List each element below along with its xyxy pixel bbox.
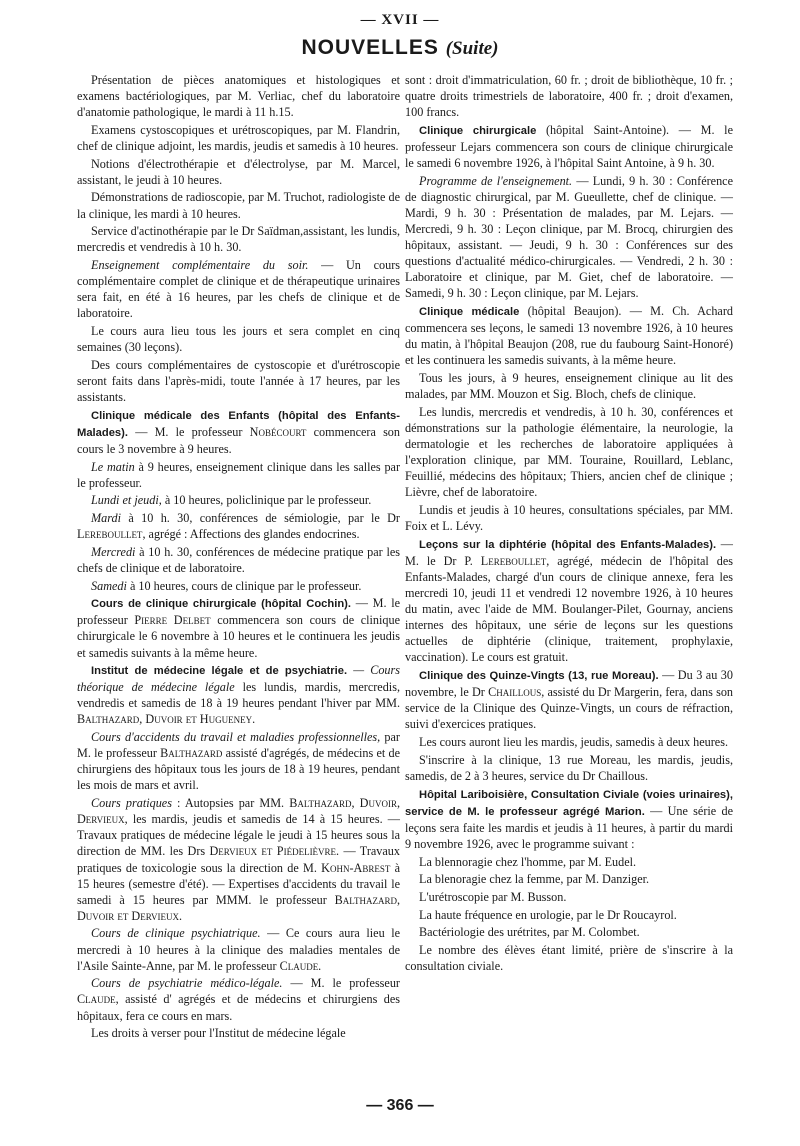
paragraph bbox=[405, 122, 733, 171]
text: commencera son cours le 3 novembre à 9 heures. bbox=[77, 424, 400, 456]
italic-lead: Le matin bbox=[91, 459, 135, 474]
text: les lundis, mardis, mercredis, vendredis et samedis de 18 à 19 heures pendant l'hiver par MM. bbox=[77, 680, 400, 711]
text: à 10 heures, policlinique par le professeur. bbox=[161, 493, 372, 508]
text: — Lundi, 9 h. 30 : Conférence de diagnostic chirurgical, par M. Gueullette, chef de clinique. — Mardi, 9 h. 30 : Présentation de malades, par M. Lejars. — Mercredi, 9 h. 30 : Leçon clinique, par M. Brocq, chirurgien des hôpitaux, assistant. — Jeudi, 9 h. 30 : Conférences sur des questions d'actualité médico-chirurgicales. — Vendredi, 2 h. 30 : Laboratoire et clinique, par M. Giet, chef de laboratoire. — Samedi, 9 h. 30 : Leçon clinique, par M. Lejars. bbox=[405, 173, 733, 301]
paragraph: La blenoragie chez la femme, par M. Danziger. bbox=[419, 872, 650, 887]
running-head: — XVII — bbox=[360, 12, 440, 28]
text: , assisté du Dr Margerin, fera, dans son service de la Clinique des Quinze-Vingts, un cours de réfraction, suivi d'exercices pratiques. bbox=[405, 685, 734, 732]
entry-heading: Clinique des Quinze-Vingts (13, rue Moreau). bbox=[419, 670, 659, 683]
paragraph: Les droits à verser pour l'Institut de médecine légale bbox=[91, 1026, 346, 1041]
paragraph: Notions d'électrothérapie et d'électrolyse, par M. Marcel, assistant, le jeudi à 10 heures. bbox=[77, 156, 400, 187]
entry-heading: Clinique chirurgicale bbox=[419, 124, 537, 137]
text: (hôpital Saint-Antoine). — M. le professeur Lejars commencera son cours de clinique chirurgicale le samedi 6 novembre 1926, à l'hôpital Saint Antoine, à 9 h. 30. bbox=[405, 122, 733, 171]
paragraph: sont : droit d'immatriculation, 60 fr. ; droit de bibliothèque, 10 fr. ; quatre droits trimestriels de laboratoire, 400 fr. ; droit d'examen, 100 francs. bbox=[405, 73, 733, 120]
text: — M. le professeur bbox=[77, 596, 401, 628]
paragraph: Les lundis, mercredis et vendredis, à 10 h. 30, conférences et démonstrations sur la pathologie élémentaire, la neurologie, la dermatologie et les recherches de laboratoire appliquées à l'exploration clinique, par MM. Touraine, Rouillard, Leblanc, Feuillié, médecins des hôpitaux; Thiers, ancien chef de clinique ; Lièvre, chef de laboratoire. bbox=[405, 404, 733, 500]
text: commencera son cours de clinique chirurgicale le 6 novembre à 10 heures et le continuera les jeudis et samedis suivants à la même heure. bbox=[77, 613, 401, 660]
paragraph bbox=[77, 578, 400, 594]
person-name: Chaillous bbox=[488, 685, 542, 700]
paragraph bbox=[77, 662, 400, 727]
italic-lead: Programme de l'enseignement. bbox=[419, 173, 573, 188]
text: assisté d' agrégés et de médecins et chirurgiens des hôpitaux, fera ce cours en mars. bbox=[77, 992, 400, 1023]
paragraph: Le nombre des élèves étant limité, prière de s'inscrire à la consultation civiale. bbox=[405, 942, 733, 974]
text: à 10 h. 30, conférences de sémiologie, par le Dr bbox=[121, 510, 400, 525]
person-name: Balthazard bbox=[160, 746, 223, 761]
left-column bbox=[77, 72, 400, 1043]
paragraph: Bactériologie des urétrites, par M. Colombet. bbox=[419, 925, 640, 940]
text: à 9 heures, enseignement clinique dans les salles par le professeur. bbox=[77, 459, 401, 490]
text: — Un cours complémentaire complet de clinique et de thérapeutique urinaires sera fait, en été à 16 heures, par les chefs de clinique et de laboratoire. bbox=[77, 258, 401, 321]
paragraph bbox=[77, 510, 400, 542]
italic-lead: Lundi et jeudi, bbox=[91, 493, 162, 508]
person-name: Balthazard, Duvoir et Hugueney. bbox=[77, 712, 256, 727]
italic-lead: Cours de clinique psychiatrique. bbox=[91, 926, 261, 941]
paragraph: Des cours complémentaires de cystoscopie et d'urétroscopie seront faits dans l'après-midi, toute l'année à 17 heures, par les assistants. bbox=[77, 357, 400, 404]
entry-heading: Clinique médicale des Enfants (hôpital des Enfants-Malades). bbox=[77, 409, 400, 439]
text: , agrégé : Affections des glandes endocrines. bbox=[142, 527, 360, 542]
text: (hôpital Beaujon). — M. Ch. Achard commencera ses leçons, le samedi 13 novembre 1926, à 10 heures du matin, à l'hôpital Beaujon (208, rue du faubourg Saint-Honoré) et les continuera les samedis suivants, à la même heure. bbox=[405, 304, 733, 368]
paragraph bbox=[405, 786, 733, 852]
entry-heading: Leçons sur la diphtérie (hôpital des Enfants-Malades). bbox=[419, 538, 717, 551]
paragraph: Présentation de pièces anatomiques et histologiques et examens bactériologiques, par M. Verliac, chef du laboratoire d'anatomie pathologique, le mardi à 11 h.15. bbox=[77, 73, 400, 120]
paragraph: L'urétroscopie par M. Busson. bbox=[419, 889, 567, 904]
paragraph bbox=[405, 536, 733, 666]
paragraph: La blennoragie chez l'homme, par M. Eudel. bbox=[419, 854, 637, 869]
text: — Ce cours aura lieu le mercredi à 10 heures à la clinique des maladies mentales de l'Asile Sainte-Anne, par M. le professeur bbox=[77, 926, 400, 973]
entry-heading: Institut de médecine légale et de psychiatrie. bbox=[91, 665, 348, 678]
title-text: NOUVELLES bbox=[301, 36, 439, 59]
section-title bbox=[0, 36, 800, 60]
person-name: Claude, bbox=[77, 992, 119, 1007]
paragraph bbox=[405, 173, 733, 302]
paragraph: Lundis et jeudis à 10 heures, consultations spéciales, par MM. Foix et L. Lévy. bbox=[405, 503, 733, 534]
paragraph bbox=[77, 407, 400, 457]
text: — Une série de leçons sera faite les mardis et jeudis à 11 heures, à partir du mardi 9 novembre 1926, avec le programme suivant : bbox=[405, 803, 733, 851]
person-name: Lereboullet bbox=[77, 527, 143, 542]
title-suite: (Suite) bbox=[445, 38, 499, 59]
entry-heading: Hôpital Lariboisière, Consultation Civiale (voies urinaires), service de M. le professeur agrégé Marion. bbox=[405, 788, 733, 818]
paragraph bbox=[405, 667, 733, 732]
text: à 10 heures, cours de clinique par le professeur. bbox=[126, 578, 362, 593]
text: , agrégé, médecin de l'hôpital des Enfants-Malades, chargé d'un cours de clinique annexe, fera les mercredi 10, jeudi 11 et vendredi 12 novembre 1926, à 10 heures du matin, avec l'aide de MM. Boulanger-Pilet, Gournay, anciens internes des hôpitaux, une série de leçons sur les questions actuelles de diphtérie (clinique, traitement, prophylaxie, vaccination). Le cours est gratuit. bbox=[405, 553, 733, 665]
person-name: Pierre Delbet bbox=[134, 613, 211, 628]
person-name: Balthazard, Duvoir, Dervieux, bbox=[77, 796, 400, 827]
text: — M. le Dr P. bbox=[405, 536, 733, 568]
person-name: Lereboullet bbox=[480, 553, 547, 568]
text: — M. le professeur bbox=[282, 976, 400, 991]
paragraph bbox=[77, 925, 400, 973]
text: à 15 heures (semestre d'été). — Expertises d'accidents du travail le samedi à 15 heures par MMM. le professeur bbox=[77, 860, 400, 907]
paragraph: Tous les jours, à 9 heures, enseignement clinique au lit des malades, par MM. Mouzon et Sig. Bloch, chefs de clinique. bbox=[405, 371, 733, 402]
paragraph bbox=[405, 303, 733, 368]
text: — Travaux pratiques de toxicologie sous la direction de M. bbox=[77, 844, 400, 875]
entry-heading: Clinique médicale bbox=[419, 306, 520, 319]
paragraph: Démonstrations de radioscopie, par M. Truchot, radiologiste de la clinique, les mardi à 10 heures. bbox=[77, 190, 400, 221]
paragraph: La haute fréquence en urologie, par le Dr Roucayrol. bbox=[419, 907, 677, 922]
person-name: Dervieux et Piédelièvre. bbox=[209, 844, 340, 859]
text: à 10 h. 30, conférences de médecine pratique par les chefs de clinique et de laboratoire. bbox=[77, 544, 400, 575]
paragraph bbox=[77, 492, 400, 508]
entry-heading: Cours de clinique chirurgicale (hôpital Cochin). bbox=[91, 598, 352, 611]
paragraph bbox=[77, 544, 400, 576]
paragraph bbox=[77, 595, 400, 660]
paragraph bbox=[77, 257, 400, 321]
person-name: Nobécourt bbox=[249, 424, 307, 439]
person-name: Kohn-Abrest bbox=[321, 860, 391, 875]
paragraph: Examens cystoscopiques et urétroscopiques, par M. Flandrin, chef de clinique adjoint, les mardis, jeudis et samedis à 10 heures. bbox=[77, 122, 400, 153]
page-number: — 366 — bbox=[366, 1097, 434, 1114]
paragraph: Le cours aura lieu tous les jours et sera complet en cinq semaines (30 leçons). bbox=[77, 323, 400, 355]
text: par M. le professeur bbox=[77, 730, 400, 761]
italic-lead: Cours d'accidents du travail et maladies professionnelles, bbox=[91, 730, 381, 745]
italic-lead: Cours pratiques bbox=[91, 796, 172, 811]
text: — M. le professeur bbox=[127, 424, 250, 439]
person-name: Balthazard, Duvoir et Dervieux. bbox=[77, 892, 400, 923]
italic-lead: Cours de psychiatrie médico-légale. bbox=[91, 976, 283, 991]
paragraph bbox=[77, 975, 400, 1023]
paragraph: Les cours auront lieu les mardis, jeudis, samedis à deux heures. bbox=[419, 735, 729, 750]
paragraph bbox=[77, 795, 400, 924]
italic-lead: Mardi bbox=[91, 510, 122, 525]
paragraph: S'inscrire à la clinique, 13 rue Moreau, les mardis, jeudis, samedis, de 2 à 3 heures, service du Dr Chaillous. bbox=[405, 752, 733, 783]
italic-lead: — Cours théorique de médecine légale bbox=[77, 663, 401, 695]
text: assisté d'agrégés, de médecins et de chirurgiens des hôpitaux tous les jours de 18 à 19 heures, pendant les mois de mars et avril. bbox=[77, 746, 400, 793]
text: — Du 3 au 30 novembre, le Dr bbox=[405, 668, 733, 700]
text: les mardis, jeudis et samedis de 14 à 15 heures. — Travaux pratiques de médecine légale le jeudi à 15 heures sous la direction de MM. les Drs bbox=[77, 812, 400, 859]
paragraph bbox=[77, 459, 400, 491]
italic-lead: Mercredi bbox=[91, 544, 136, 559]
person-name: Claude. bbox=[279, 958, 322, 973]
italic-lead: Samedi bbox=[91, 578, 127, 593]
text: : Autopsies par MM. bbox=[171, 796, 290, 811]
right-column bbox=[405, 72, 733, 976]
italic-lead: Enseignement complémentaire du soir. bbox=[91, 258, 309, 272]
paragraph: Service d'actinothérapie par le Dr Saïdman,assistant, les lundis, mercredis et vendredis à 10 h. 30. bbox=[77, 224, 400, 255]
paragraph bbox=[77, 729, 400, 793]
